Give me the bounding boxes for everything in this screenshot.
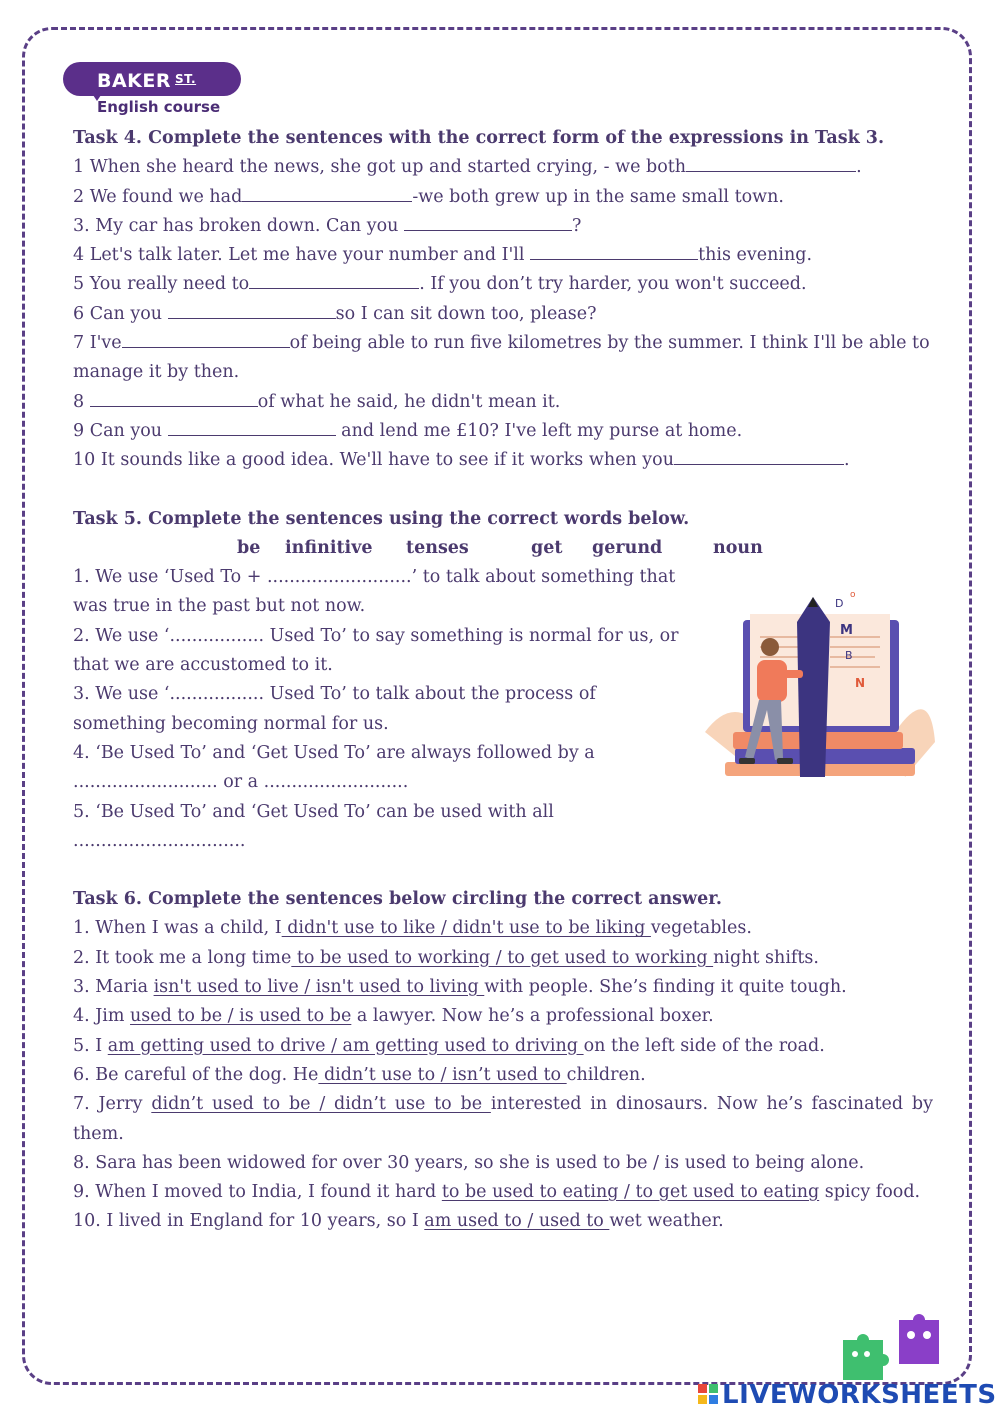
task6-title: Task 6. Complete the sentences below circling the correct answer. (73, 889, 722, 910)
answer-blank[interactable] (530, 242, 698, 260)
task6-item: 3. Maria isn't used to live / isn't used to living with people. She’s finding it quite tough. (73, 977, 847, 998)
task4-item: 10 It sounds like a good idea. We'll have to see if it works when you . (73, 446, 933, 475)
answer-options[interactable]: am getting used to drive / am getting used to driving (107, 1035, 584, 1056)
task4-item: 2 We found we had -we both grew up in the same small town. (73, 183, 933, 212)
svg-text:B: B (845, 649, 853, 662)
task5-item: 3. We use ‘................. Used To’ to talk about the process of something becoming normal for us. (73, 684, 596, 734)
logo-subtitle: English course (97, 98, 221, 116)
task4-item: 6 Can you so I can sit down too, please? (73, 300, 933, 329)
task5-item: 5. ‘Be Used To’ and ‘Get Used To’ can be used with all ............................... (73, 801, 554, 851)
task4-item: 7 I've of being able to run five kilometres by the summer. I think I'll be able to manage it by then. (73, 329, 933, 388)
task6-item: 1. When I was a child, I didn't use to like / didn't use to be liking vegetables. (73, 918, 752, 939)
answer-options[interactable]: to be used to eating / to get used to eating (441, 1182, 820, 1203)
answer-options[interactable]: didn’t use to / isn’t used to (318, 1064, 567, 1085)
task5-item: 1. We use ‘Used To + ..........................’ to talk about something that was true in the past but not now. (73, 567, 676, 617)
task4-item: 8 of what he said, he didn't mean it. (73, 388, 933, 417)
word-bank-item: get (531, 537, 563, 558)
task4-title: Task 4. Complete the sentences with the correct form of the expressions in Task 3. (73, 128, 885, 148)
svg-text:N: N (855, 676, 866, 690)
task4-item: 1 When she heard the news, she got up and started crying, - we both . (73, 153, 933, 182)
answer-options[interactable]: isn't used to live / isn't used to living (153, 977, 485, 998)
answer-options[interactable]: didn't use to like / didn't use to be liking (281, 918, 651, 939)
logo-badge: BAKER $^{ST.}$ (63, 62, 241, 96)
task4-item: 5 You really need to . If you don’t try harder, you won't succeed. (73, 270, 933, 299)
word-bank-item: be (237, 537, 261, 558)
puzzle-mascots-icon (833, 1310, 943, 1380)
word-bank-item: gerund (592, 537, 663, 558)
svg-text:D: D (835, 597, 844, 610)
answer-blank[interactable] (404, 213, 572, 231)
svg-text:o: o (850, 590, 856, 600)
answer-options[interactable]: used to be / is used to be (130, 1006, 352, 1027)
answer-options[interactable]: am used to / used to (424, 1211, 610, 1232)
svg-text:M: M (840, 623, 853, 638)
word-bank-item: infinitive (285, 537, 373, 558)
task6-item: 2. It took me a long time to be used to working / to get used to working night shifts. (73, 947, 819, 968)
word-bank-item: noun (713, 537, 763, 558)
answer-blank[interactable] (242, 184, 412, 202)
answer-blank[interactable] (686, 154, 856, 172)
task6-item: 4. Jim used to be / is used to be a lawyer. Now he’s a professional boxer. (73, 1006, 714, 1027)
word-bank-item: tenses (406, 537, 469, 558)
task5-item: 4. ‘Be Used To’ and ‘Get Used To’ are always followed by a .......................... or a .......................... (73, 742, 595, 793)
task6-item: 10. I lived in England for 10 years, so I am used to / used to wet weather. (73, 1211, 724, 1232)
task6-item: 6. Be careful of the dog. He didn’t use to / isn’t used to children. (73, 1064, 646, 1085)
task6-item: 9. When I moved to India, I found it hard to be used to eating / to get used to eating spicy food. (73, 1182, 921, 1203)
pencil-book-illustration (695, 582, 945, 797)
task6-item: 5. I am getting used to drive / am getting used to driving on the left side of the road. (73, 1035, 825, 1056)
word-bank (73, 534, 933, 563)
answer-blank[interactable] (168, 301, 336, 319)
task4-item: 4 Let's talk later. Let me have your number and I'll this evening. (73, 241, 933, 270)
answer-options[interactable]: didn’t used to be / didn’t use to be (151, 1094, 491, 1115)
task6-item: 8. Sara has been widowed for over 30 years, so she is used to be / is used to being alone. (73, 1152, 865, 1173)
answer-options[interactable]: to be used to working / to get used to working (291, 947, 714, 968)
task5-item: 2. We use ‘................. Used To’ to say something is normal for us, or that we are accustomed to it. (73, 625, 679, 676)
liveworksheets-brand[interactable]: LIVEWORKSHEETS (722, 1380, 997, 1410)
answer-blank[interactable] (122, 330, 290, 348)
answer-blank[interactable] (168, 418, 336, 436)
answer-blank[interactable] (674, 447, 844, 465)
answer-blank[interactable] (249, 271, 419, 289)
task4-item: 3. My car has broken down. Can you ? (73, 212, 933, 241)
baker-st-logo (63, 62, 243, 122)
task5-title: Task 5. Complete the sentences using the correct words below. (73, 508, 690, 529)
task4-item: 9 Can you and lend me £10? I've left my purse at home. (73, 417, 933, 446)
answer-blank[interactable] (90, 389, 258, 407)
task6-item: 7. Jerry didn’t used to be / didn’t use to be interested in dinosaurs. Now he’s fascinated by them. (73, 1094, 934, 1144)
